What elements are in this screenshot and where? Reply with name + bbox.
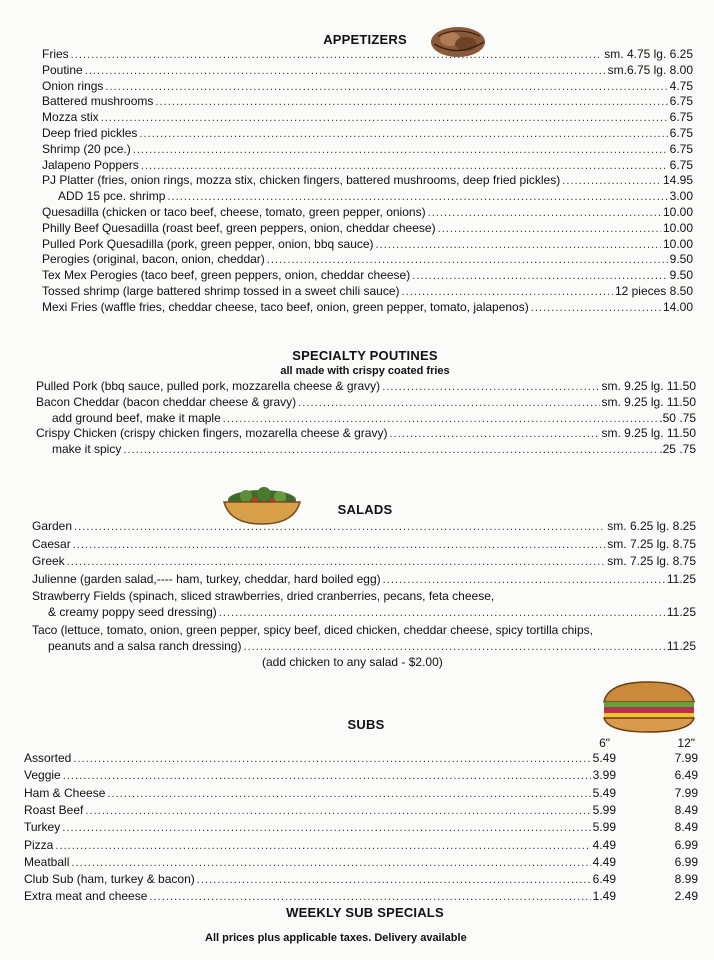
item-name: Roast Beef <box>24 802 84 817</box>
strawberry-line2: & creamy poppy seed dressing) <box>48 605 217 619</box>
item-name: Greek <box>32 554 65 568</box>
item-price: 9.50 <box>669 252 693 267</box>
item-name: Meatball <box>24 854 70 869</box>
sub-price-12: 6.99 <box>674 854 698 869</box>
table-row <box>24 751 616 766</box>
item-name: Tossed shrimp (large battered shrimp tossed in a sweet chili sauce) <box>42 284 400 298</box>
list-item <box>32 537 696 552</box>
item-name: Mozza stix <box>42 110 99 125</box>
taco-price: 11.25 <box>666 639 696 653</box>
item-name: Crispy Chicken (crispy chicken fingers, mozarella cheese & gravy) <box>36 426 388 441</box>
taco-line2: peanuts and a salsa ranch dressing) <box>48 639 242 653</box>
taco-line1: Taco (lettuce, tomato, onion, green pepper, spicy beef, diced chicken, cheddar cheese, spicy tortilla chips, <box>32 623 593 637</box>
table-row <box>24 820 616 835</box>
subs-col12-header: 12" <box>677 736 695 750</box>
item-name: Perogies (original, bacon, onion, cheddar) <box>42 252 265 267</box>
item-name: Club Sub (ham, turkey & bacon) <box>24 872 195 887</box>
sub-price-12: 2.49 <box>674 889 698 904</box>
item-name: Pulled Pork (bbq sauce, pulled pork, mozzarella cheese & gravy) <box>36 379 381 393</box>
item-price: 1.49 <box>592 889 616 904</box>
list-item <box>42 142 693 157</box>
item-price: 12 pieces 8.50 <box>614 284 693 298</box>
salad-note: (add chicken to any salad - $2.00) <box>262 655 443 669</box>
item-price: 9.50 <box>669 268 693 283</box>
item-name: Onion rings <box>42 78 104 93</box>
item-name: Caesar <box>32 536 71 551</box>
item-name: make it spicy <box>52 442 122 457</box>
subs-col6-header: 6" <box>599 736 610 750</box>
item-name: Shrimp (20 pce.) <box>42 141 131 156</box>
item-price: 6.75 <box>669 157 693 172</box>
item-price: .25 .75 <box>659 442 696 457</box>
list-item <box>58 189 693 204</box>
list-item <box>42 221 693 236</box>
list-item <box>36 379 696 394</box>
table-row <box>24 786 616 801</box>
list-item <box>42 284 693 299</box>
item-name: Tex Mex Perogies (taco beef, green peppers, onion, cheddar cheese) <box>42 268 411 283</box>
list-item <box>36 395 696 410</box>
list-item <box>42 158 693 173</box>
item-name: Veggie <box>24 768 61 783</box>
item-price: 3.00 <box>669 189 693 204</box>
item-price: 4.49 <box>592 854 616 869</box>
item-price: sm. 9.25 lg. 11.50 <box>601 379 696 393</box>
list-item <box>42 205 693 220</box>
item-price: 4.75 <box>669 78 693 93</box>
list-item <box>42 300 693 315</box>
item-name: Quesadilla (chicken or taco beef, cheese, tomato, green pepper, onions) <box>42 205 426 219</box>
sub-price-12: 8.49 <box>674 802 698 817</box>
list-item <box>42 126 693 141</box>
strawberry-line1: Strawberry Fields (spinach, sliced strawberries, dried cranberries, pecans, feta cheese, <box>32 589 495 603</box>
item-price: sm. 9.25 lg. 11.50 <box>601 394 696 409</box>
item-name: Deep fried pickles <box>42 126 138 140</box>
item-price: 5.49 <box>592 785 616 800</box>
item-name: Turkey <box>24 820 61 835</box>
item-name: Mexi Fries (waffle fries, cheddar cheese, taco beef, onion, green pepper, tomato, jalapenos) <box>42 299 529 314</box>
item-name: Poutine <box>42 62 83 77</box>
item-name: Assorted <box>24 751 72 765</box>
table-row <box>24 803 616 818</box>
table-row <box>24 768 616 783</box>
list-item <box>42 252 693 267</box>
footer-note: All prices plus applicable taxes. Delivery available <box>205 932 467 944</box>
item-name: Garden <box>32 519 73 533</box>
list-item <box>42 110 693 125</box>
weekly-sub-specials: WEEKLY SUB SPECIALS <box>286 905 444 920</box>
strawberry-row <box>48 605 696 620</box>
item-price: .50 .75 <box>659 410 696 425</box>
sub-price-12: 8.49 <box>674 820 698 835</box>
item-price: sm. 7.25 lg. 8.75 <box>607 554 696 568</box>
list-item <box>36 426 696 441</box>
item-price: 11.25 <box>666 571 696 586</box>
item-price: 10.00 <box>662 236 693 251</box>
list-item <box>42 268 693 283</box>
strawberry-price: 11.25 <box>666 605 696 619</box>
item-price: 14.00 <box>662 299 693 314</box>
subs-title: SUBS <box>347 717 385 732</box>
item-price: sm. 7.25 lg. 8.75 <box>607 536 696 551</box>
item-price: 14.95 <box>662 173 693 188</box>
list-item <box>42 47 693 62</box>
sub-price-12: 7.99 <box>674 785 698 800</box>
item-name: Battered mushrooms <box>42 94 154 109</box>
list-item <box>52 411 696 426</box>
item-price: 6.75 <box>669 141 693 156</box>
item-name: ADD 15 pce. shrimp <box>58 189 166 204</box>
item-name: Ham & Cheese <box>24 785 106 800</box>
list-item <box>32 572 696 587</box>
item-price: 4.49 <box>592 837 616 852</box>
item-name: add ground beef, make it maple <box>52 410 221 425</box>
item-name: Philly Beef Quesadilla (roast beef, green peppers, onion, cheddar cheese) <box>42 220 436 235</box>
item-name: Fries <box>42 47 69 61</box>
item-price: 5.49 <box>592 751 616 765</box>
table-row <box>24 838 616 853</box>
item-price: 3.99 <box>592 768 616 783</box>
item-name: Bacon Cheddar (bacon cheddar cheese & gravy) <box>36 394 297 409</box>
item-price: sm. 9.25 lg. 11.50 <box>601 426 696 441</box>
sub-price-12: 6.49 <box>674 768 698 783</box>
table-row <box>24 855 616 870</box>
poutines-subtitle: all made with crispy coated fries <box>280 365 450 377</box>
table-row <box>24 872 616 887</box>
item-price: 6.75 <box>669 94 693 109</box>
list-item <box>42 173 693 188</box>
list-item <box>42 79 693 94</box>
list-item <box>32 519 696 534</box>
list-item <box>52 442 696 457</box>
item-name: Julienne (garden salad,---- ham, turkey, cheddar, hard boiled egg) <box>32 571 381 586</box>
taco-row <box>48 639 696 654</box>
item-price: 10.00 <box>662 220 693 235</box>
item-price: 6.75 <box>669 126 693 140</box>
item-price: 10.00 <box>662 205 693 219</box>
sub-price-12: 7.99 <box>674 751 698 765</box>
list-item <box>32 554 696 569</box>
sub-price-12: 6.99 <box>674 837 698 852</box>
appetizers-title: APPETIZERS <box>323 32 407 47</box>
item-name: PJ Platter (fries, onion rings, mozza stix, chicken fingers, battered mushrooms, deep fried pickles) <box>42 173 561 188</box>
item-price: 5.99 <box>592 820 616 835</box>
item-price: sm.6.75 lg. 8.00 <box>607 62 693 77</box>
sub-sandwich-icon <box>598 678 698 734</box>
table-row <box>24 889 616 904</box>
item-price: 5.99 <box>592 802 616 817</box>
list-item <box>42 63 693 78</box>
poutines-title: SPECIALTY POUTINES <box>292 348 438 363</box>
list-item <box>42 237 693 252</box>
list-item <box>42 94 693 109</box>
item-price: 6.75 <box>669 110 693 125</box>
salads-title: SALADS <box>337 502 393 517</box>
item-price: 6.49 <box>592 872 616 887</box>
item-name: Extra meat and cheese <box>24 889 148 904</box>
item-price: sm. 6.25 lg. 8.25 <box>607 519 696 533</box>
item-price: sm. 4.75 lg. 6.25 <box>604 47 693 61</box>
item-name: Jalapeno Poppers <box>42 157 139 172</box>
sub-price-12: 8.99 <box>674 872 698 887</box>
item-name: Pulled Pork Quesadilla (pork, green pepper, onion, bbq sauce) <box>42 236 374 251</box>
item-name: Pizza <box>24 837 54 852</box>
